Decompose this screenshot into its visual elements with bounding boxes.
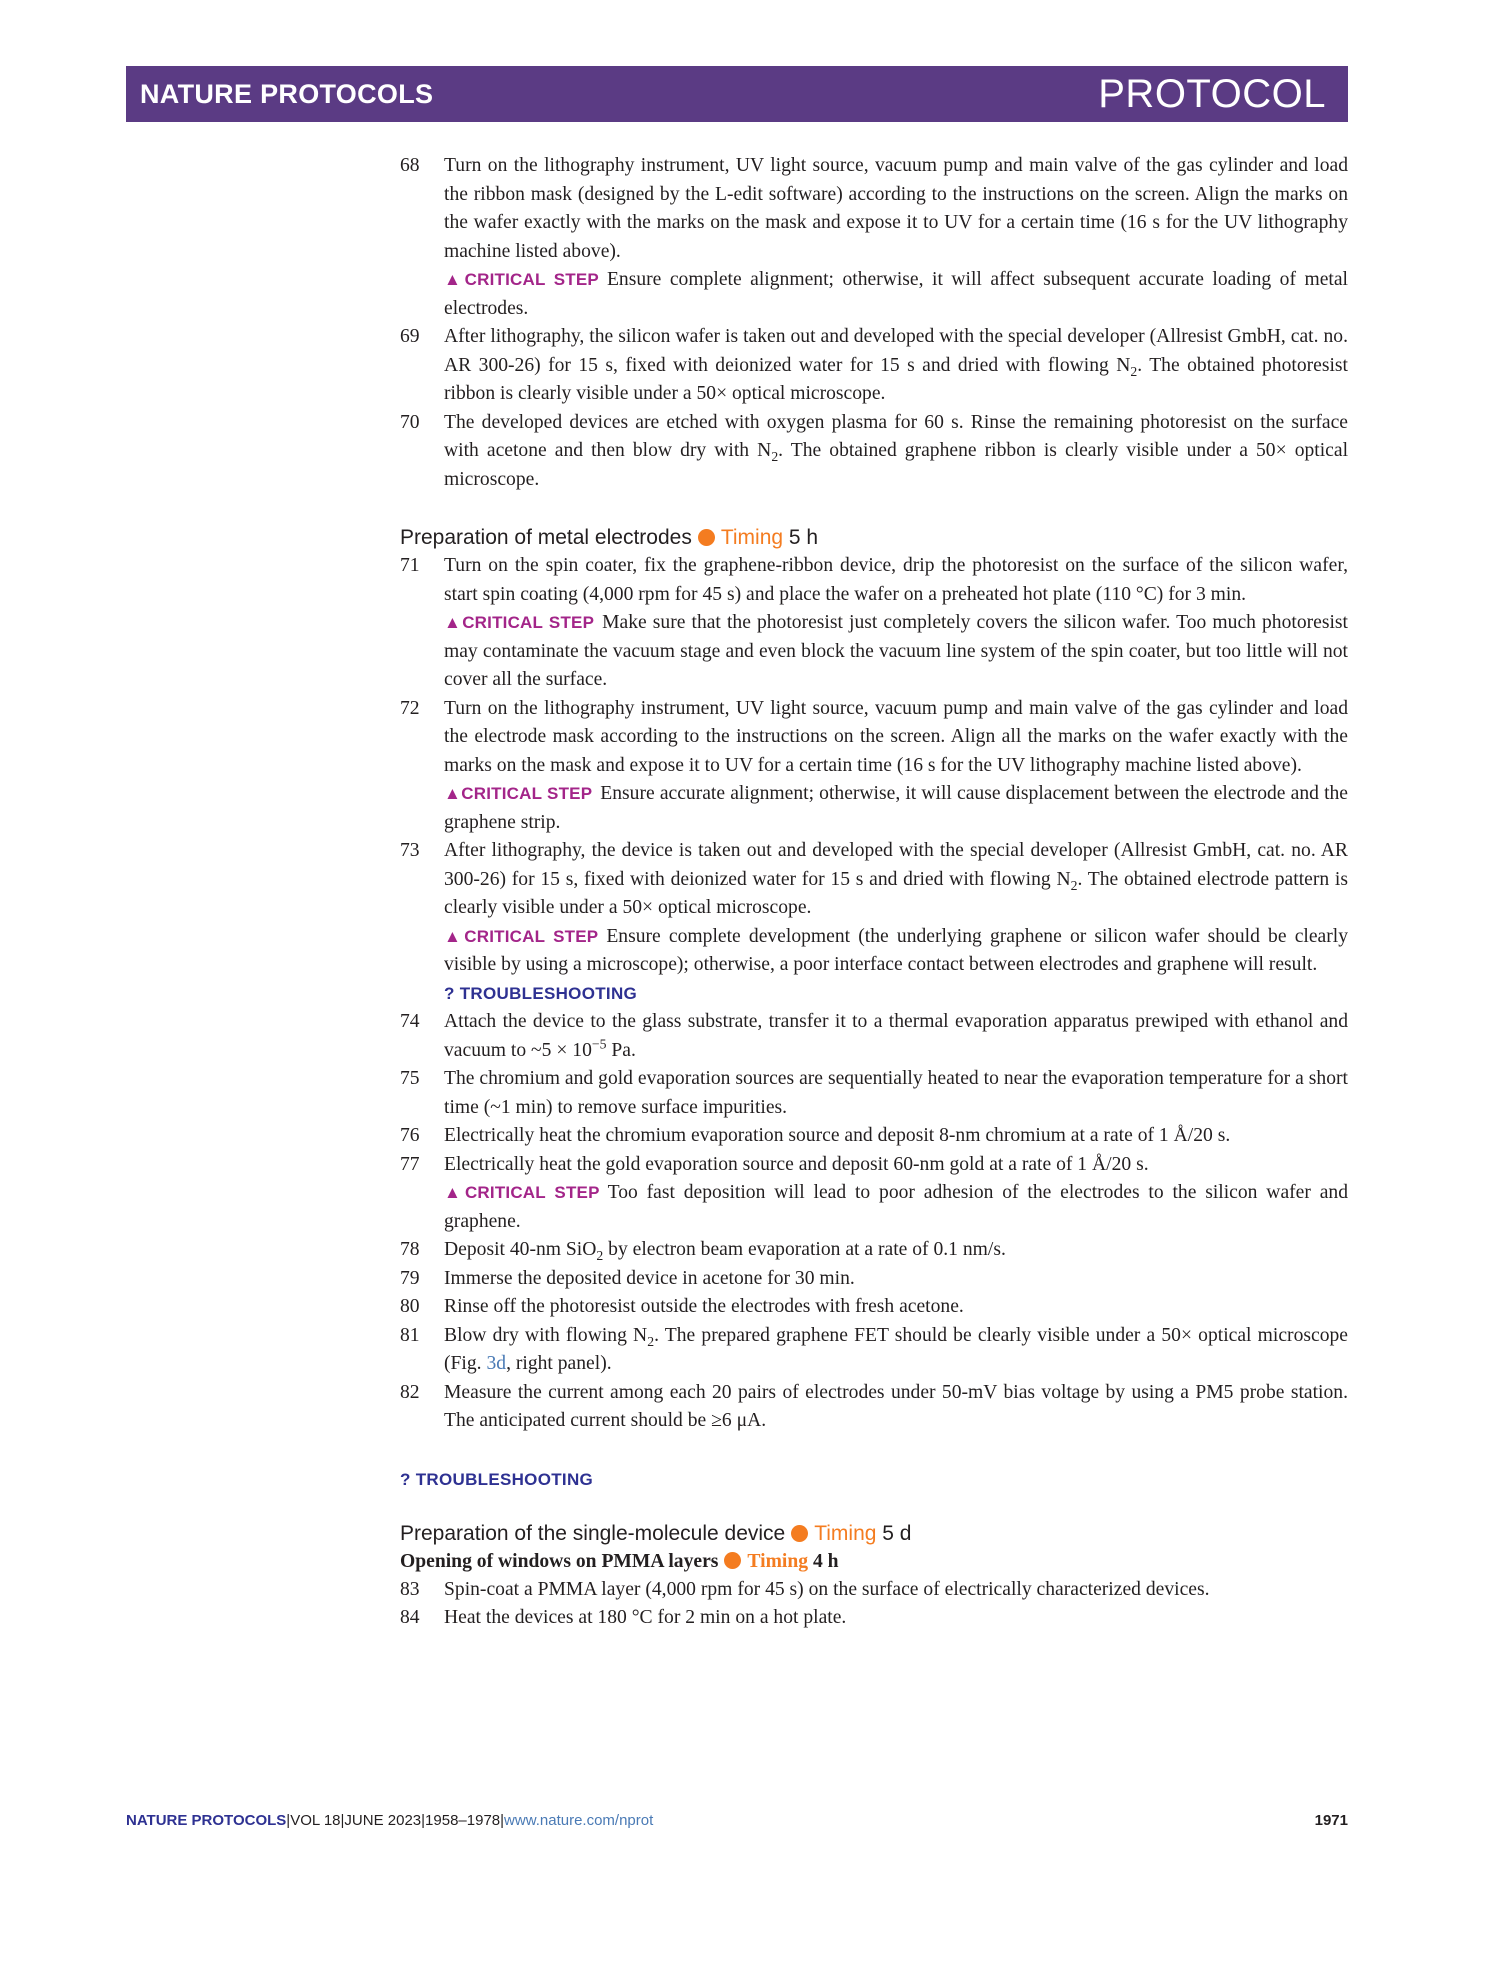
step-number: 77 <box>400 1153 420 1175</box>
step-74 <box>400 1008 1348 1065</box>
critical-step-text: Ensure accurate alignment; otherwise, it will cause displacement between the electrode and the graphene strip. <box>444 783 1349 833</box>
step-number: 75 <box>400 1068 420 1089</box>
step-text: Heat the devices at 180 °C for 2 min on a hot plate. <box>444 1607 847 1628</box>
step-text: Electrically heat the gold evaporation source and deposit 60-nm gold at a rate of 1 Å/20 s. <box>444 1153 1149 1175</box>
step-76 <box>400 1122 1348 1151</box>
step-text-cont: Pa. <box>606 1039 636 1061</box>
step-text: Attach the device to the glass substrate, transfer it to a thermal evaporation apparatus prewiped with ethanol and vacuum to ~5 × 10 <box>444 1011 1348 1061</box>
page-number: 1971 <box>1314 1812 1348 1829</box>
step-number: 70 <box>400 411 420 433</box>
step-text: Electrically heat the chromium evaporation source and deposit 8-nm chromium at a rate of 1 Å/20 s. <box>444 1125 1231 1146</box>
step-83 <box>400 1576 1348 1605</box>
step-text-end: , right panel). <box>506 1353 612 1374</box>
step-77 <box>400 1151 1348 1180</box>
critical-step-note <box>400 266 1348 323</box>
step-70 <box>400 409 1348 495</box>
step-number: 79 <box>400 1267 420 1289</box>
step-number: 80 <box>400 1296 420 1317</box>
troubleshooting-link[interactable] <box>400 1470 1348 1490</box>
critical-step-note <box>400 780 1348 837</box>
footer-journal: NATURE PROTOCOLS <box>126 1812 287 1829</box>
step-text: Deposit 40-nm SiO <box>444 1239 597 1260</box>
critical-step-note <box>400 609 1348 695</box>
main-content <box>400 152 1348 1633</box>
timing-dot-icon <box>791 1525 808 1542</box>
step-number: 74 <box>400 1011 420 1032</box>
article-type: PROTOCOL <box>1098 71 1326 116</box>
step-number: 69 <box>400 326 420 347</box>
step-number: 82 <box>400 1381 420 1403</box>
step-80 <box>400 1293 1348 1322</box>
footer-separator: | <box>500 1812 505 1829</box>
superscript: −5 <box>591 1035 607 1051</box>
step-text-cont: by electron beam evaporation at a rate of 0.1 nm/s. <box>603 1239 1006 1260</box>
step-75 <box>400 1065 1348 1122</box>
step-text-cont: . The obtained electrode pattern is clearly visible under a 50× optical microscope. <box>444 868 1348 918</box>
step-text: Measure the current among each 20 pairs of electrodes under 50-mV bias voltage by using a PM5 probe station. The anticipated current should be ≥6 μA. <box>444 1381 1348 1431</box>
subsection-title: Opening of windows on PMMA layers <box>400 1550 719 1572</box>
critical-step-text: Ensure complete alignment; otherwise, it will affect subsequent accurate loading of metal electrodes. <box>444 269 1348 319</box>
step-68 <box>400 152 1348 266</box>
footer-url-link[interactable]: www.nature.com/nprot <box>504 1812 654 1829</box>
critical-step-text: Make sure that the photoresist just completely covers the silicon wafer. Too much photoresist may contaminate the vacuum stage and even block the vacuum line system of the spin coater, but too little will not cover all the surface. <box>444 612 1349 690</box>
step-number: 81 <box>400 1324 420 1346</box>
section-title: Preparation of metal electrodes <box>400 526 692 549</box>
subscript: 2 <box>1130 363 1138 379</box>
footer-separator: | <box>286 1812 291 1829</box>
journal-name: NATURE PROTOCOLS <box>140 78 434 109</box>
step-number: 72 <box>400 697 420 719</box>
troubleshooting-label[interactable]: ? TROUBLESHOOTING <box>444 983 638 1003</box>
timing-label: Timing <box>720 526 784 549</box>
timing-label: Timing <box>747 1550 809 1572</box>
footer-date: JUNE 2023 <box>344 1812 422 1829</box>
step-number: 71 <box>400 555 420 576</box>
step-text-cont: . The obtained graphene ribbon is clearly visible under a 50× optical microscope. <box>444 440 1349 490</box>
step-73 <box>400 837 1348 923</box>
step-number: 73 <box>400 840 420 861</box>
section-title: Preparation of the single-molecule device <box>400 1521 786 1545</box>
troubleshooting-link[interactable] <box>400 980 1348 1009</box>
step-text: Spin-coat a PMMA layer (4,000 rpm for 45 s) on the surface of electrically characterized devices. <box>444 1578 1210 1600</box>
step-number: 83 <box>400 1578 420 1600</box>
step-text: Blow dry with flowing N <box>444 1324 648 1346</box>
page-footer <box>126 1812 1348 1829</box>
footer-pages: 1958–1978 <box>425 1812 501 1829</box>
critical-step-label: ▲CRITICAL STEP <box>444 926 599 946</box>
subsection-heading-pmma <box>400 1548 1348 1576</box>
footer-separator: | <box>421 1812 426 1829</box>
step-text: Turn on the lithography instrument, UV light source, vacuum pump and main valve of the gas cylinder and load the ribbon mask (designed by the L-edit software) according to the instructions on the screen. Align the marks on the wafer exactly with the marks on the mask and expose it to UV for a certain time (16 s for the UV lithography machine listed above). <box>444 155 1348 262</box>
section-heading-metal-electrodes <box>400 524 1348 552</box>
step-number: 78 <box>400 1239 420 1260</box>
critical-step-note <box>400 1179 1348 1236</box>
step-text: The chromium and gold evaporation sources are sequentially heated to near the evaporation temperature for a short time (~1 min) to remove surface impurities. <box>444 1068 1348 1118</box>
critical-step-note <box>400 923 1348 980</box>
step-text: Immerse the deposited device in acetone for 30 min. <box>444 1267 855 1289</box>
step-text: The developed devices are etched with oxygen plasma for 60 s. Rinse the remaining photoresist on the surface with acetone and then blow dry with N <box>444 411 1348 461</box>
timing-duration: 5 h <box>788 526 819 549</box>
subscript: 2 <box>1070 877 1078 893</box>
critical-step-label: ▲CRITICAL STEP <box>444 1183 600 1202</box>
troubleshooting-label[interactable]: ? TROUBLESHOOTING <box>400 1469 594 1489</box>
critical-step-text: Ensure complete development (the underlying graphene or silicon wafer should be clearly visible by using a microscope); otherwise, a poor interface contact between electrodes and graphene will result. <box>444 925 1349 975</box>
step-text: Turn on the lithography instrument, UV light source, vacuum pump and main valve of the gas cylinder and load the electrode mask according to the instructions on the screen. Align all the marks on the wafer exactly with the marks on the mask and expose it to UV for a certain time (16 s for the UV lithography machine listed above). <box>444 697 1348 776</box>
footer-citation <box>126 1812 653 1829</box>
step-82 <box>400 1379 1348 1436</box>
critical-step-text: Too fast deposition will lead to poor adhesion of the electrodes to the silicon wafer and graphene. <box>444 1182 1348 1232</box>
footer-volume: VOL 18 <box>290 1812 341 1829</box>
step-69 <box>400 323 1348 409</box>
timing-dot-icon <box>724 1552 741 1569</box>
timing-label: Timing <box>814 1521 877 1545</box>
timing-duration: 4 h <box>812 1550 839 1572</box>
section-heading-single-molecule <box>400 1520 1348 1548</box>
page-header <box>126 66 1348 122</box>
subscript: 2 <box>771 448 779 464</box>
step-number: 76 <box>400 1125 420 1146</box>
timing-dot-icon <box>698 529 715 546</box>
critical-step-label: ▲CRITICAL STEP <box>444 270 599 289</box>
step-81 <box>400 1322 1348 1379</box>
footer-separator: | <box>340 1812 345 1829</box>
step-text-cont: . The prepared graphene FET should be clearly visible under a 50× optical microscope (Fig. <box>444 1324 1348 1374</box>
step-text: After lithography, the silicon wafer is taken out and developed with the special developer (Allresist GmbH, cat. no. AR 300-26) for 15 s, fixed with deionized water for 15 s and dried with flowing N <box>444 326 1348 376</box>
step-78 <box>400 1236 1348 1265</box>
critical-step-label: ▲CRITICAL STEP <box>444 613 595 632</box>
subscript: 2 <box>596 1247 604 1263</box>
step-84 <box>400 1604 1348 1633</box>
step-text: After lithography, the device is taken out and developed with the special developer (Allresist GmbH, cat. no. AR 300-26) for 15 s, fixed with deionized water for 15 s and dried with flowing N <box>444 840 1348 890</box>
critical-step-label: ▲CRITICAL STEP <box>444 784 593 803</box>
step-79 <box>400 1265 1348 1294</box>
subscript: 2 <box>647 1333 655 1349</box>
step-number: 84 <box>400 1607 420 1628</box>
figure-link[interactable]: 3d <box>486 1353 507 1374</box>
step-text: Rinse off the photoresist outside the electrodes with fresh acetone. <box>444 1296 964 1317</box>
step-72 <box>400 695 1348 781</box>
step-number: 68 <box>400 155 420 176</box>
step-71 <box>400 552 1348 609</box>
step-text-cont: . The obtained photoresist ribbon is clearly visible under a 50× optical microscope. <box>444 354 1348 404</box>
step-text: Turn on the spin coater, fix the graphene-ribbon device, drip the photoresist on the surface of the silicon wafer, start spin coating (4,000 rpm for 45 s) and place the wafer on a preheated hot plate (110 °C) for 3 min. <box>444 555 1348 605</box>
timing-duration: 5 d <box>882 1521 912 1545</box>
